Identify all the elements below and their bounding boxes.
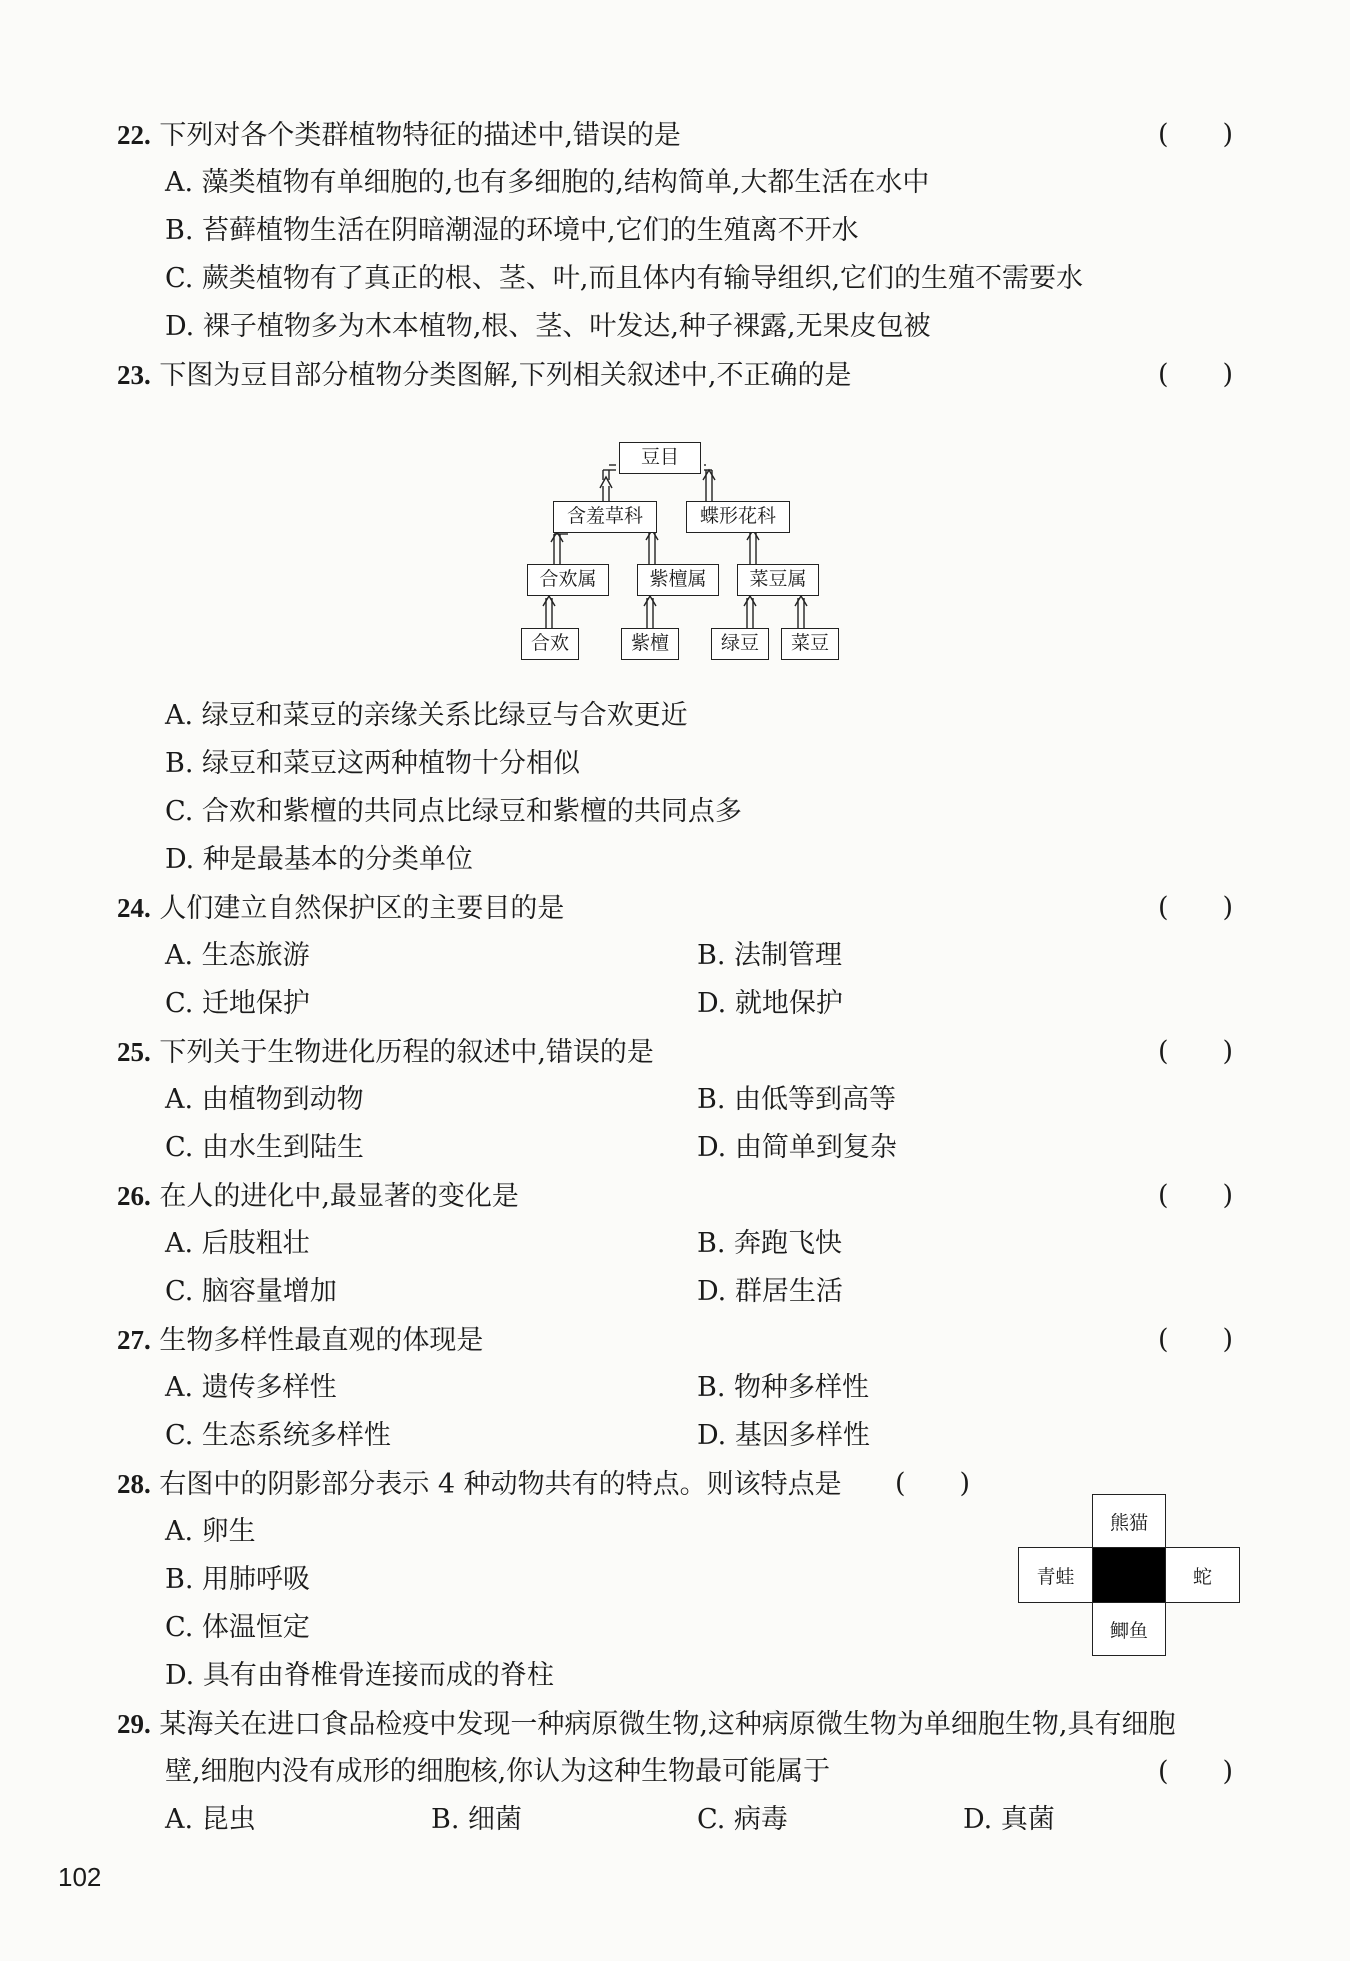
q23-option-d: D. 种是最基本的分类单位 xyxy=(165,844,473,875)
q27-option-b: B. 物种多样性 xyxy=(697,1372,870,1403)
q22-number: 22. xyxy=(117,120,151,150)
q24-option-d: D. 就地保护 xyxy=(697,988,843,1019)
q29-stem xyxy=(117,1706,1176,1743)
q22-option-c: C. 蕨类植物有了真正的根、茎、叶,而且体内有输导组织,它们的生殖不需要水 xyxy=(165,263,1084,294)
q29-answer-blank: ( ) xyxy=(1158,1756,1234,1787)
q23-classification-tree xyxy=(510,430,870,670)
q26-option-b: B. 奔跑飞快 xyxy=(697,1228,843,1259)
q28-option-a: A. 卵生 xyxy=(165,1516,256,1547)
q29-option-a: A. 昆虫 xyxy=(165,1804,256,1835)
q23-option-a: A. 绿豆和菜豆的亲缘关系比绿豆与合欢更近 xyxy=(165,700,688,731)
q22-stem-text: 下列对各个类群植物特征的描述中,错误的是 xyxy=(159,120,681,151)
q27-stem-text: 生物多样性最直观的体现是 xyxy=(159,1325,484,1356)
tree-node-genus-1: 合欢属 xyxy=(527,564,609,596)
q23-stem xyxy=(117,357,852,394)
tree-node-family-1: 含羞草科 xyxy=(553,501,657,533)
tree-node-species-4: 菜豆 xyxy=(781,628,839,660)
q28-cross-diagram xyxy=(1018,1494,1240,1656)
q25-stem xyxy=(117,1034,654,1071)
q28-answer-blank: ( ) xyxy=(895,1468,971,1499)
q28-stem xyxy=(117,1466,842,1503)
page-number: 102 xyxy=(58,1862,102,1892)
tree-node-species-1: 合欢 xyxy=(521,628,579,660)
tree-node-species-3: 绿豆 xyxy=(711,628,769,660)
cross-cell-top: 熊猫 xyxy=(1092,1494,1166,1548)
q26-option-d: D. 群居生活 xyxy=(697,1276,843,1307)
q25-option-c: C. 由水生到陆生 xyxy=(165,1132,364,1163)
q28-option-c: C. 体温恒定 xyxy=(165,1612,310,1643)
q25-answer-blank: ( ) xyxy=(1158,1036,1234,1067)
q26-stem-text: 在人的进化中,最显著的变化是 xyxy=(159,1181,519,1212)
q25-number: 25. xyxy=(117,1037,151,1067)
q25-option-b: B. 由低等到高等 xyxy=(697,1084,897,1115)
q26-option-a: A. 后肢粗壮 xyxy=(165,1228,310,1259)
tree-node-order: 豆目 xyxy=(619,442,701,474)
cross-shaded-center xyxy=(1092,1547,1166,1603)
q24-answer-blank: ( ) xyxy=(1158,892,1234,923)
q24-stem-text: 人们建立自然保护区的主要目的是 xyxy=(159,893,565,924)
cross-cell-left: 青蛙 xyxy=(1018,1547,1093,1603)
q29-option-d: D. 真菌 xyxy=(963,1804,1055,1835)
cross-cell-bottom: 鲫鱼 xyxy=(1092,1602,1166,1656)
q22-option-a: A. 藻类植物有单细胞的,也有多细胞的,结构简单,大都生活在水中 xyxy=(165,167,930,198)
q24-option-a: A. 生态旅游 xyxy=(165,940,310,971)
q28-stem-text: 右图中的阴影部分表示 4 种动物共有的特点。则该特点是 xyxy=(159,1469,842,1500)
q29-stem-line2: 壁,细胞内没有成形的细胞核,你认为这种生物最可能属于 xyxy=(165,1756,831,1787)
q25-option-a: A. 由植物到动物 xyxy=(165,1084,364,1115)
q22-answer-blank: ( ) xyxy=(1158,119,1234,150)
q29-option-c: C. 病毒 xyxy=(697,1804,788,1835)
q27-number: 27. xyxy=(117,1325,151,1355)
q23-option-c: C. 合欢和紫檀的共同点比绿豆和紫檀的共同点多 xyxy=(165,796,742,827)
q24-option-c: C. 迁地保护 xyxy=(165,988,310,1019)
q22-option-b: B. 苔藓植物生活在阴暗潮湿的环境中,它们的生殖离不开水 xyxy=(165,215,859,246)
tree-node-genus-2: 紫檀属 xyxy=(637,564,719,596)
q22-option-d: D. 裸子植物多为木本植物,根、茎、叶发达,种子裸露,无果皮包被 xyxy=(165,311,931,342)
q28-number: 28. xyxy=(117,1469,151,1499)
q27-option-d: D. 基因多样性 xyxy=(697,1420,870,1451)
tree-node-family-2: 蝶形花科 xyxy=(686,501,790,533)
q23-stem-text: 下图为豆目部分植物分类图解,下列相关叙述中,不正确的是 xyxy=(159,360,852,391)
q28-option-b: B. 用肺呼吸 xyxy=(165,1564,311,1595)
q22-stem xyxy=(117,117,681,154)
q29-number: 29. xyxy=(117,1709,151,1739)
q27-answer-blank: ( ) xyxy=(1158,1324,1234,1355)
q29-stem-line1: 某海关在进口食品检疫中发现一种病原微生物,这种病原微生物为单细胞生物,具有细胞 xyxy=(159,1709,1176,1740)
q26-number: 26. xyxy=(117,1181,151,1211)
q26-answer-blank: ( ) xyxy=(1158,1180,1234,1211)
q24-number: 24. xyxy=(117,893,151,923)
q26-option-c: C. 脑容量增加 xyxy=(165,1276,337,1307)
q29-option-b: B. 细菌 xyxy=(431,1804,523,1835)
q23-option-b: B. 绿豆和菜豆这两种植物十分相似 xyxy=(165,748,581,779)
q25-stem-text: 下列关于生物进化历程的叙述中,错误的是 xyxy=(159,1037,654,1068)
q25-option-d: D. 由简单到复杂 xyxy=(697,1132,897,1163)
tree-node-species-2: 紫檀 xyxy=(621,628,679,660)
q24-stem xyxy=(117,890,564,927)
q27-option-a: A. 遗传多样性 xyxy=(165,1372,337,1403)
q23-number: 23. xyxy=(117,360,151,390)
q28-option-d: D. 具有由脊椎骨连接而成的脊柱 xyxy=(165,1660,554,1691)
tree-node-genus-3: 菜豆属 xyxy=(737,564,819,596)
q24-option-b: B. 法制管理 xyxy=(697,940,843,971)
q27-stem xyxy=(117,1322,483,1359)
cross-cell-right: 蛇 xyxy=(1165,1547,1240,1603)
q27-option-c: C. 生态系统多样性 xyxy=(165,1420,391,1451)
q26-stem xyxy=(117,1178,519,1215)
q23-answer-blank: ( ) xyxy=(1158,359,1234,390)
